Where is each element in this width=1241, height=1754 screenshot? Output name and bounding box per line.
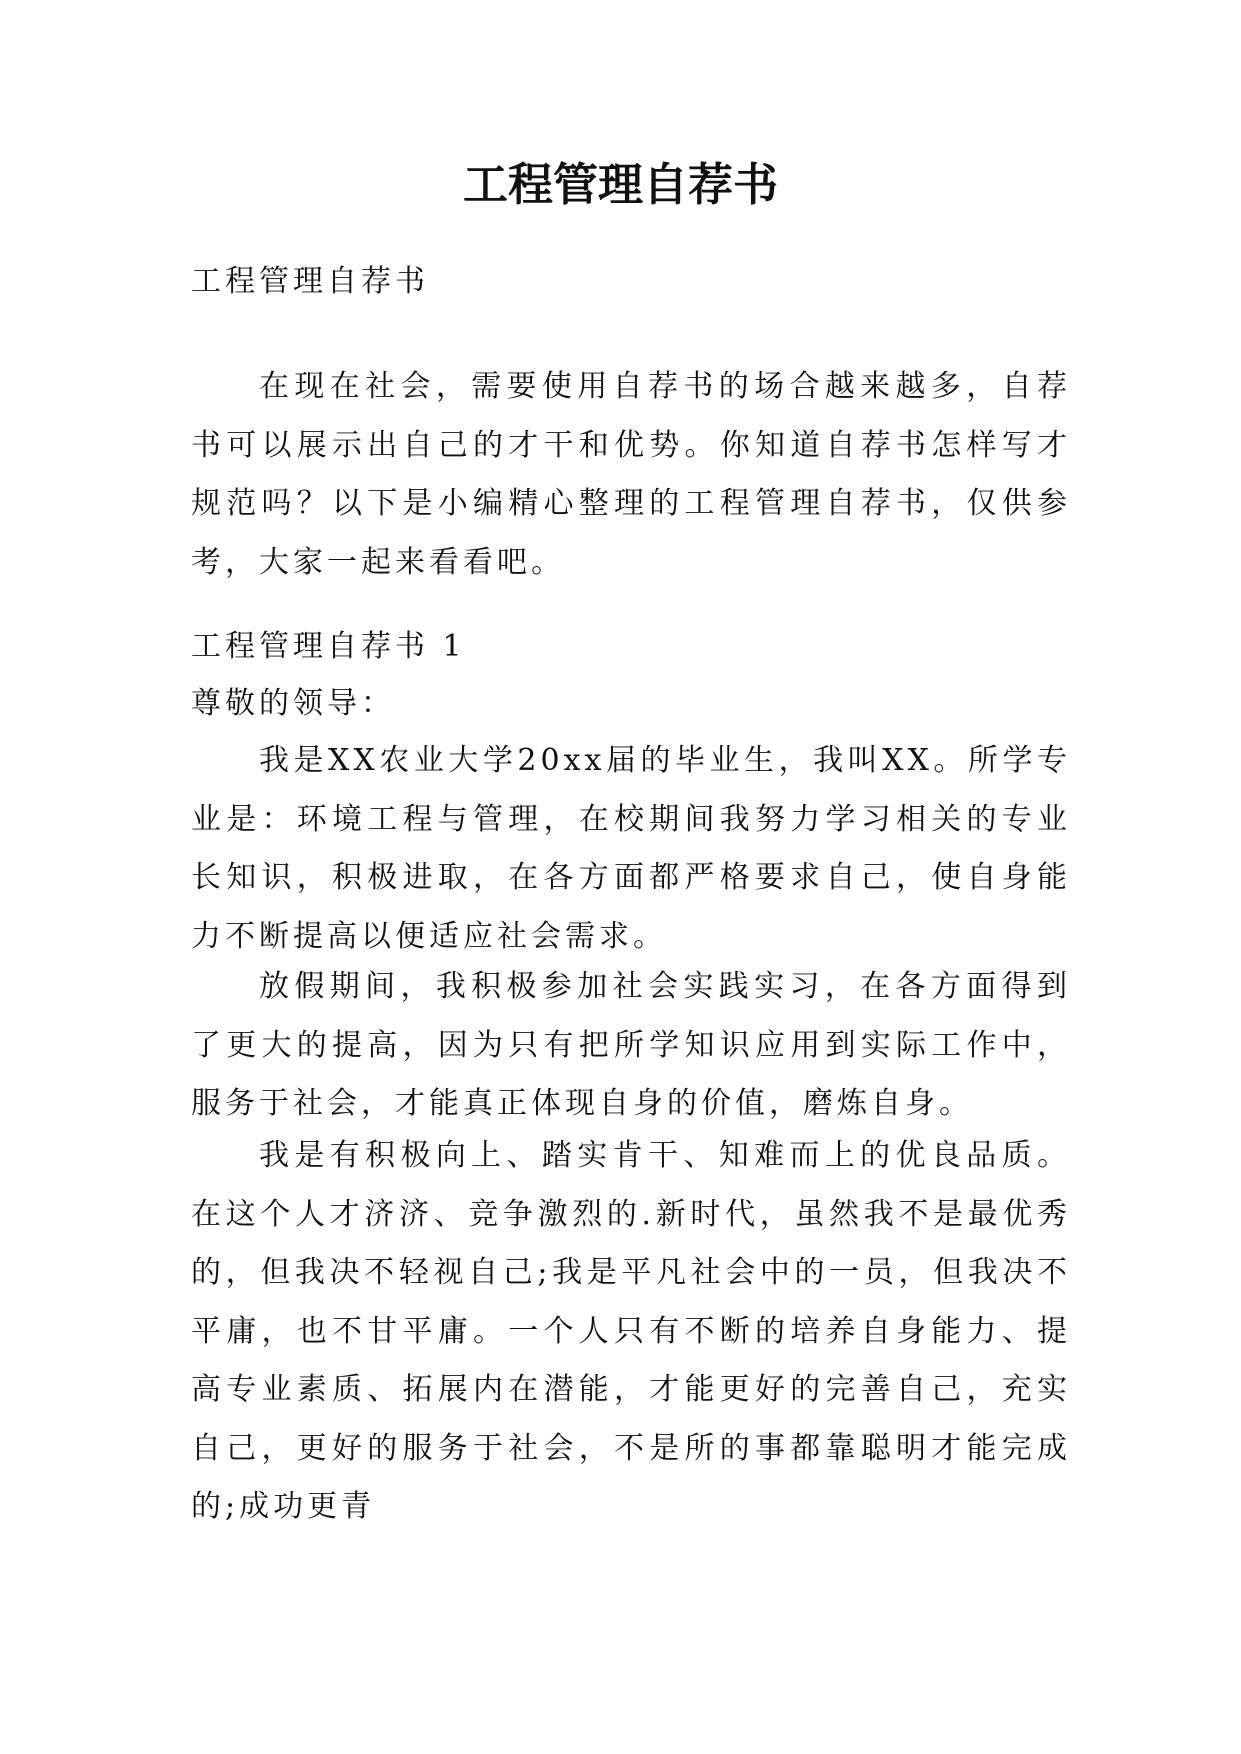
paragraph-3: 我是有积极向上、踏实肯干、知难而上的优良品质。在这个人才济济、竞争激烈的.新时代，虽然我不是最优秀的，但我决不轻视自己;我是平凡社会中的一员，但我决不平庸，也不甘平庸。一个人只有不断的培养自身能力、提高专业素质、拓展内在潜能，才能更好的完善自己，充实自己，更好的服务于社会，不是所的事都靠聪明才能完成的;成功更青: [191, 1138, 1071, 1524]
paragraph-2: 放假期间，我积极参加社会实践实习，在各方面得到了更大的提高，因为只有把所学知识应用到实际工作中，服务于社会，才能真正体现自身的价值，磨炼自身。: [191, 969, 1071, 1121]
paragraph-1: 我是XX农业大学20xx届的毕业生，我叫XX。所学专业是：环境工程与管理，在校期间我努力学习相关的专业长知识，积极进取，在各方面都严格要求自己，使自身能力不断提高以便适应社会需求。: [191, 743, 1071, 954]
document-subtitle: 工程管理自荐书: [191, 264, 429, 299]
salutation: 尊敬的领导：: [191, 686, 395, 721]
document-title: 工程管理自荐书: [462, 158, 778, 211]
section-heading: 工程管理自荐书 1: [191, 629, 466, 664]
intro-paragraph: 在现在社会，需要使用自荐书的场合越来越多，自荐书可以展示出自己的才干和优势。你知道自荐书怎样写才规范吗？以下是小编精心整理的工程管理自荐书，仅供参考，大家一起来看看吧。: [191, 369, 1071, 580]
